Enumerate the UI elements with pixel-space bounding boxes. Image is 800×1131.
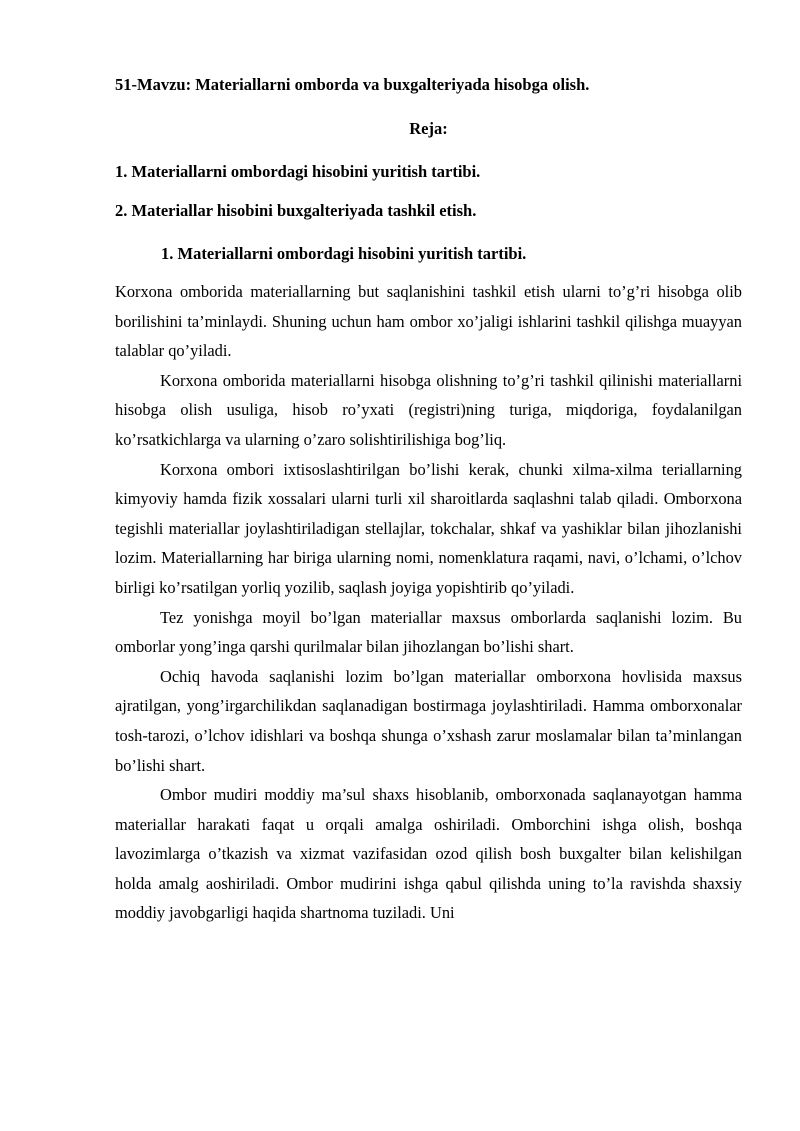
paragraph: Korxona ombori ixtisoslashtirilgan bo’lishi kerak, chunki xilma-xilma teriallarning kimyoviy hamda fizik xossalari ularni turli xil sharoitlarda saqlashni talab qiladi. Omborxona tegishli materiallar joylashtiriladigan stellajlar, tokchalar, shkaf va yashiklar bilan jihozlanishi lozim. Materiallarning har biriga ularning nomi, nomenklatura raqami, navi, o’lchami, o’lchov birligi ko’rsatilgan yorliq yozilib, saqlash joyiga yopishtirib qo’yiladi. — [115, 459, 742, 597]
plan-item: 1. Materiallarni ombordagi hisobini yuritish tartibi. — [115, 162, 481, 181]
document-page — [115, 74, 742, 928]
plan-item: 2. Materiallar hisobini buxgalteriyada tashkil etish. — [115, 201, 477, 220]
paragraph: Korxona omborida materiallarni hisobga olishning to’g’ri tashkil qilinishi materiallarni hisobga olish usuliga, hisob ro’yxati (registri)ning turiga, miqdoriga, foydalanilgan ko’rsatkichlarga va ularning o’zaro solishtirilishiga bog’liq. — [115, 370, 742, 449]
document-body — [115, 277, 742, 928]
section-heading: 1. Materiallarni ombordagi hisobini yuritish tartibi. — [161, 244, 527, 263]
paragraph: Tez yonishga moyil bo’lgan materiallar maxsus omborlarda saqlanishi lozim. Bu omborlar yong’inga qarshi qurilmalar bilan jihozlangan bo’lishi shart. — [115, 607, 742, 657]
paragraph: Ochiq havoda saqlanishi lozim bo’lgan materiallar omborxona hovlisida maxsus ajratilgan, yong’irgarchilikdan saqlanadigan bostirmaga joylashtiriladi. Hamma omborxonalar tosh-tarozi, o’lchov idishlari va boshqa shunga o’xshash zarur moslamalar bilan ta’minlangan bo’lishi shart. — [115, 666, 742, 775]
document-title: 51-Mavzu: Materiallarni omborda va buxgalteriyada hisobga olish. — [115, 75, 590, 94]
paragraph: Korxona omborida materiallarning but saqlanishini tashkil etish ularni to’g’ri hisobga olib borilishini ta’minlaydi. Shuning uchun ham ombor xo’jaligi ishlarini tashkil qilishga muayyan talablar qo’yiladi. — [115, 282, 742, 361]
paragraph: Ombor mudiri moddiy ma’sul shaxs hisoblanib, omborxonada saqlanayotgan hamma materiallar harakati faqat u orqali amalga oshiriladi. Omborchini ishga olish, boshqa lavozimlarga o’tkazish va xizmat vazifasidan ozod qilish bosh buxgalter bilan kelishilgan holda amalg aoshiriladi. Ombor mudirini ishga qabul qilishda uning to’la ravishda shaxsiy moddiy javobgarligi haqida shartnoma tuziladi. Uni — [115, 785, 742, 923]
plan-heading: Reja: — [409, 119, 448, 138]
